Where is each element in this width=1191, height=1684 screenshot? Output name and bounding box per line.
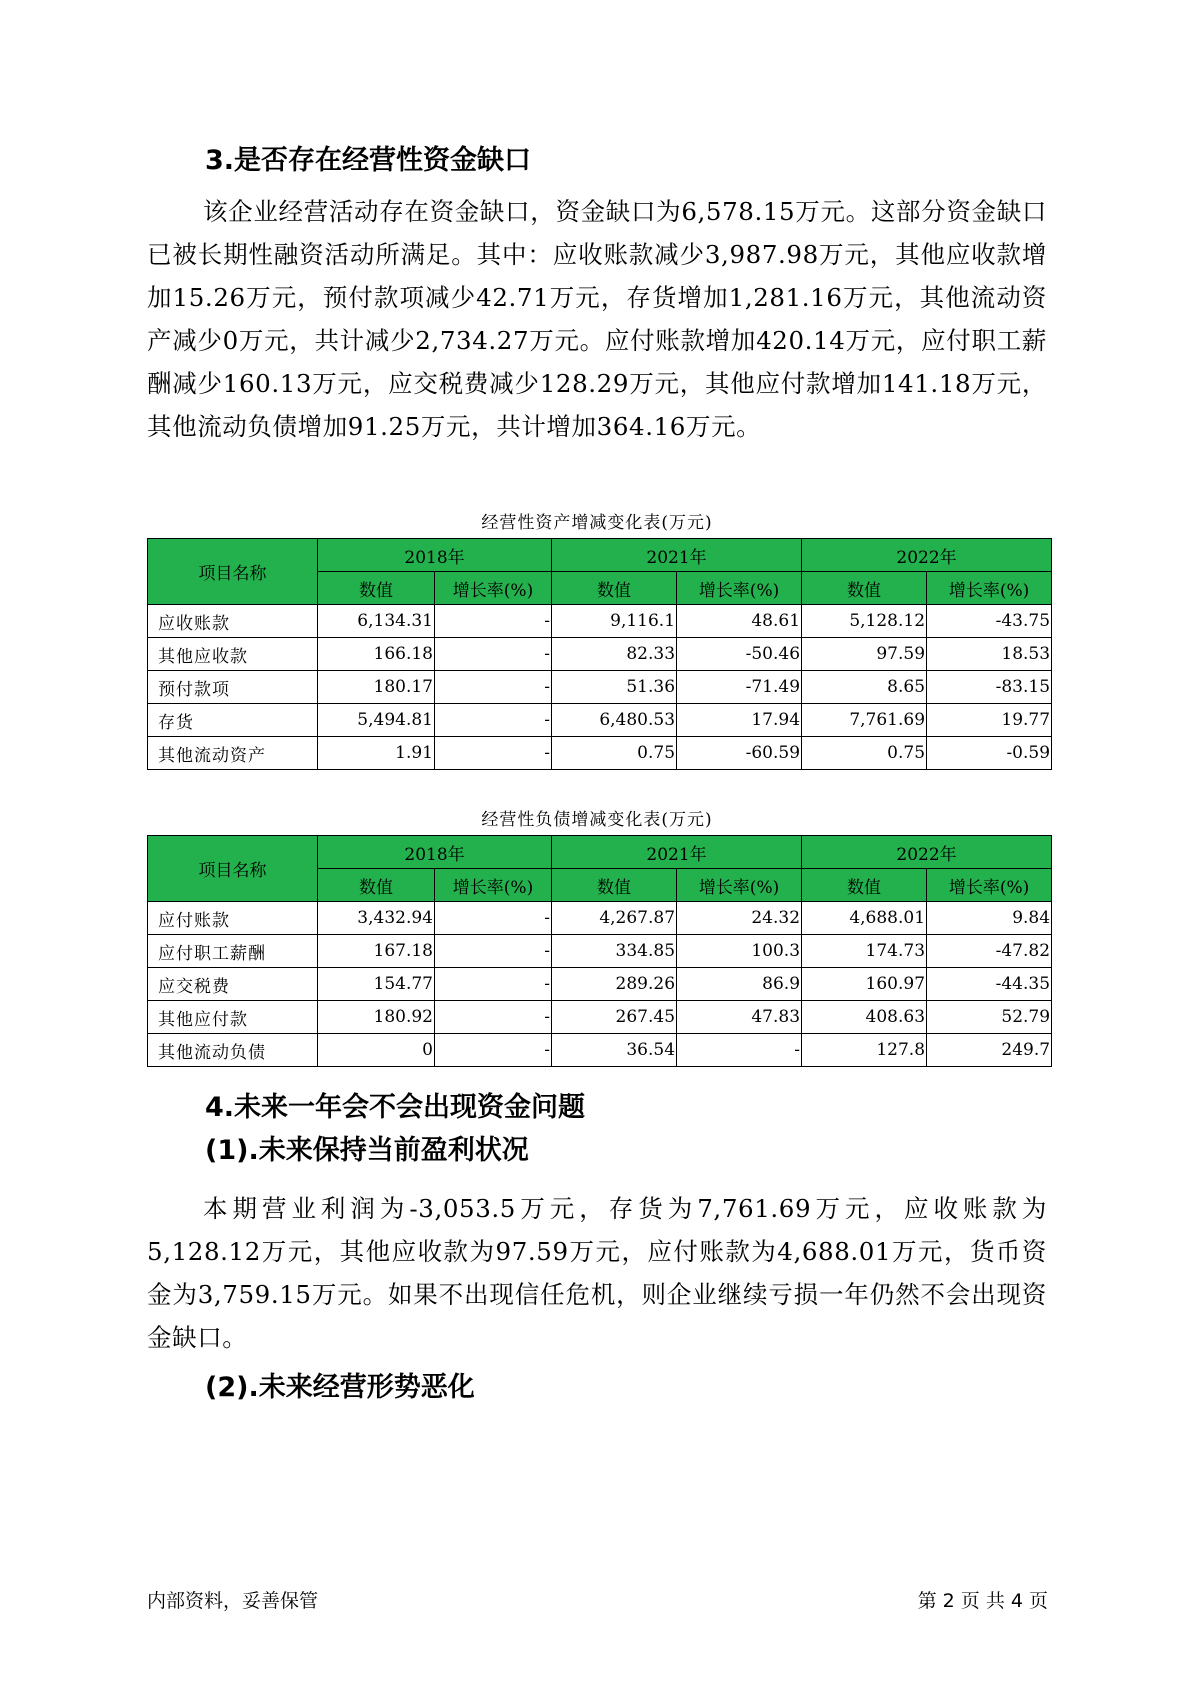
growth-rate-cell: - [677,1034,802,1067]
growth-subheader: 增长率(%) [927,869,1052,902]
growth-rate-cell: -50.46 [677,638,802,671]
value-cell: 0.75 [552,737,677,770]
growth-rate-cell: - [435,968,552,1001]
value-cell: 180.92 [318,1001,435,1034]
table-row [148,704,1052,737]
assets-table-caption: 经营性资产增减变化表(万元) [481,513,713,533]
year-header: 2022年 [802,539,1052,572]
value-cell: 3,432.94 [318,902,435,935]
row-item-name: 其他应收款 [148,638,318,671]
growth-rate-cell: 86.9 [677,968,802,1001]
table-row [148,1001,1052,1034]
growth-rate-cell: - [435,935,552,968]
footer-page-number: 第 2 页 共 4 页 [917,1590,1048,1612]
growth-rate-cell: 52.79 [927,1001,1052,1034]
growth-rate-cell: - [435,638,552,671]
value-cell: 289.26 [552,968,677,1001]
growth-rate-cell: - [435,1001,552,1034]
subsection-1-paragraph: 本期营业利润为-3,053.5万元，存货为7,761.69万元，应收账款为5,128.12万元，其他应收款为97.59万元，应付账款为4,688.01万元，货币资金为3,759.15万元。如果不出现信任危机，则企业继续亏损一年仍然不会出现资金缺口。 [147,1194,1047,1352]
value-cell: 0 [318,1034,435,1067]
growth-rate-cell: 48.61 [677,605,802,638]
growth-rate-cell: - [435,605,552,638]
value-cell: 334.85 [552,935,677,968]
growth-rate-cell: - [435,902,552,935]
growth-rate-cell: 18.53 [927,638,1052,671]
growth-subheader: 增长率(%) [927,572,1052,605]
value-subheader: 数值 [802,869,927,902]
value-cell: 7,761.69 [802,704,927,737]
growth-rate-cell: -71.49 [677,671,802,704]
growth-rate-cell: 17.94 [677,704,802,737]
growth-rate-cell: -83.15 [927,671,1052,704]
growth-rate-cell: -47.82 [927,935,1052,968]
growth-rate-cell: - [435,671,552,704]
liabilities-table-caption: 经营性负债增减变化表(万元) [481,810,713,830]
row-item-name: 应付账款 [148,902,318,935]
section-3-paragraph: 该企业经营活动存在资金缺口，资金缺口为6,578.15万元。这部分资金缺口已被长期性融资活动所满足。其中：应收账款减少3,987.98万元，其他应收款增加15.26万元，预付款项减少42.71万元，存货增加1,281.16万元，其他流动资产减少0万元，共计减少2,734.27万元。应付账款增加420.14万元，应付职工薪酬减少160.13万元，应交税费减少128.29万元，其他应付款增加141.18万元，其他流动负债增加91.25万元，共计增加364.16万元。 [147,197,1047,441]
growth-rate-cell: - [435,737,552,770]
value-cell: 154.77 [318,968,435,1001]
row-item-name: 应收账款 [148,605,318,638]
table-row [148,638,1052,671]
growth-rate-cell: - [435,1034,552,1067]
table-row [148,902,1052,935]
assets-table [147,538,1052,770]
value-cell: 267.45 [552,1001,677,1034]
value-cell: 6,134.31 [318,605,435,638]
growth-rate-cell: 47.83 [677,1001,802,1034]
row-item-name: 其他流动资产 [148,737,318,770]
growth-rate-cell: - [435,704,552,737]
growth-subheader: 增长率(%) [435,572,552,605]
row-item-name: 预付款项 [148,671,318,704]
year-header: 2022年 [802,836,1052,869]
growth-subheader: 增长率(%) [677,869,802,902]
value-cell: 8.65 [802,671,927,704]
value-cell: 1.91 [318,737,435,770]
growth-rate-cell: 19.77 [927,704,1052,737]
value-cell: 166.18 [318,638,435,671]
name-column-header: 项目名称 [148,836,318,902]
value-cell: 51.36 [552,671,677,704]
year-header: 2021年 [552,836,802,869]
table-row [148,671,1052,704]
table-row [148,968,1052,1001]
table-row [148,737,1052,770]
value-cell: 4,267.87 [552,902,677,935]
value-cell: 9,116.1 [552,605,677,638]
growth-subheader: 增长率(%) [435,869,552,902]
growth-rate-cell: 9.84 [927,902,1052,935]
year-header: 2021年 [552,539,802,572]
growth-subheader: 增长率(%) [677,572,802,605]
row-item-name: 存货 [148,704,318,737]
value-cell: 6,480.53 [552,704,677,737]
section-4-heading: 4.未来一年会不会出现资金问题 [205,1092,586,1123]
value-cell: 127.8 [802,1034,927,1067]
row-item-name: 应付职工薪酬 [148,935,318,968]
value-cell: 174.73 [802,935,927,968]
growth-rate-cell: 24.32 [677,902,802,935]
row-item-name: 其他流动负债 [148,1034,318,1067]
value-cell: 180.17 [318,671,435,704]
growth-rate-cell: -0.59 [927,737,1052,770]
table-row [148,1034,1052,1067]
section-3-heading: 3.是否存在经营性资金缺口 [205,145,532,176]
name-column-header: 项目名称 [148,539,318,605]
growth-rate-cell: 249.7 [927,1034,1052,1067]
value-cell: 408.63 [802,1001,927,1034]
liabilities-table [147,835,1052,1067]
growth-rate-cell: -43.75 [927,605,1052,638]
subsection-2-heading: (2).未来经营形势恶化 [205,1372,475,1403]
value-cell: 0.75 [802,737,927,770]
value-cell: 82.33 [552,638,677,671]
growth-rate-cell: -60.59 [677,737,802,770]
table-row [148,935,1052,968]
value-subheader: 数值 [318,572,435,605]
value-cell: 36.54 [552,1034,677,1067]
year-header: 2018年 [318,539,552,572]
year-header: 2018年 [318,836,552,869]
value-subheader: 数值 [318,869,435,902]
value-cell: 160.97 [802,968,927,1001]
table-row [148,605,1052,638]
subsection-1-heading: (1).未来保持当前盈利状况 [205,1135,529,1166]
value-cell: 167.18 [318,935,435,968]
growth-rate-cell: -44.35 [927,968,1052,1001]
value-subheader: 数值 [552,869,677,902]
row-item-name: 应交税费 [148,968,318,1001]
value-cell: 97.59 [802,638,927,671]
value-subheader: 数值 [552,572,677,605]
value-cell: 5,494.81 [318,704,435,737]
growth-rate-cell: 100.3 [677,935,802,968]
value-cell: 5,128.12 [802,605,927,638]
footer-confidential-note: 内部资料，妥善保管 [147,1590,319,1612]
row-item-name: 其他应付款 [148,1001,318,1034]
value-subheader: 数值 [802,572,927,605]
value-cell: 4,688.01 [802,902,927,935]
